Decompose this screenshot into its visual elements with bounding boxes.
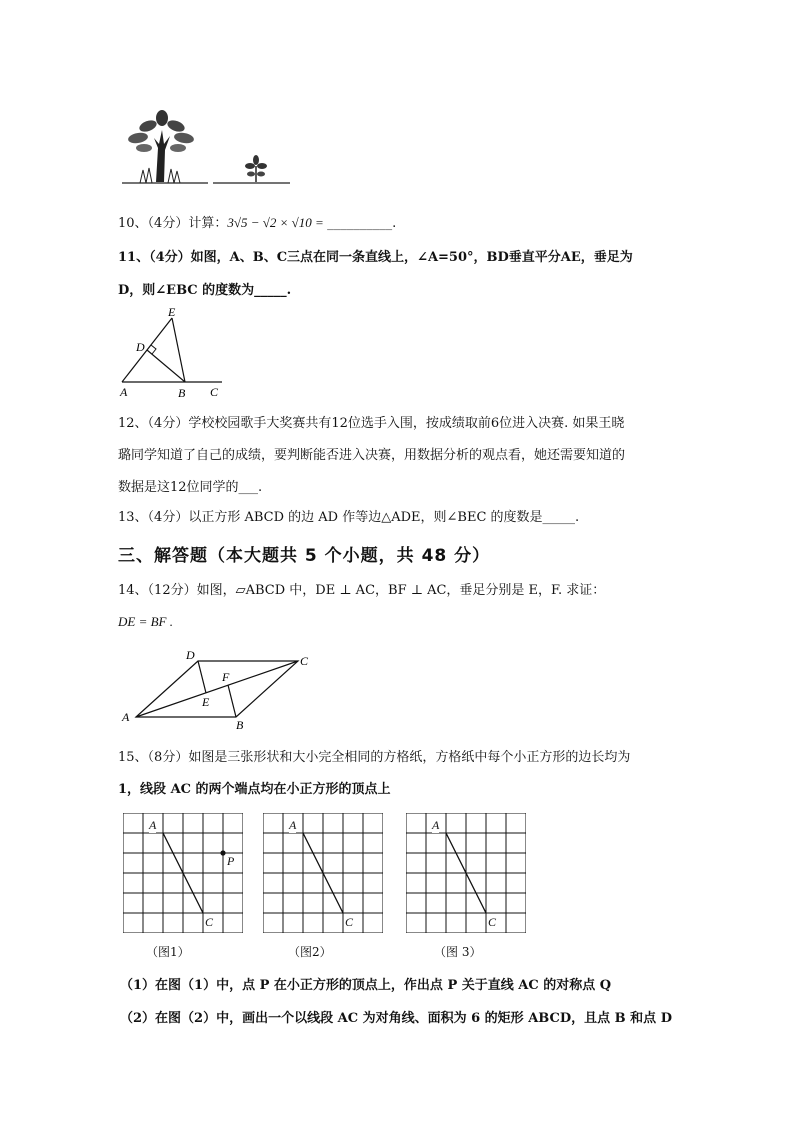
math-expression: 3√5 − √2 × √10 = <box>227 215 328 230</box>
label-c: C <box>210 385 219 399</box>
grid-figure-1 <box>123 813 243 933</box>
grid-paper <box>406 813 526 933</box>
label-d: D <box>136 340 145 354</box>
grid-caption-2: （图2） <box>288 945 332 959</box>
grid-figure-2 <box>263 813 383 933</box>
label-d: D <box>186 648 195 662</box>
question-12-line3: 数据是这12位同学的___. <box>118 480 263 495</box>
label-p: P <box>227 854 235 868</box>
label-a: A <box>432 818 440 832</box>
question-text: 学校校园歌手大奖赛共有12位选手入围，按成绩取前6位进入决赛. 如果王晓 <box>188 416 625 431</box>
question-number: 15、（8分） <box>118 750 189 765</box>
label-a: A <box>289 818 297 832</box>
question-number: 11、（4分） <box>118 250 191 265</box>
question-15-part2: （2）在图（2）中，画出一个以线段 AC 为对角线、面积为 6 的矩形 ABCD，且点 B 和点 D <box>120 1011 672 1026</box>
question-text: 如图，▱ABCD 中，DE ⊥ AC，BF ⊥ AC，垂足分别是 E，F. 求证： <box>196 583 606 598</box>
grid-figure-3 <box>406 813 526 933</box>
question-14-line1 <box>118 582 605 600</box>
question-text: 以正方形 ABCD 的边 AD 作等边△ADE，则∠BEC 的度数是_____. <box>188 510 580 525</box>
grid-paper <box>263 813 383 933</box>
label-c: C <box>488 915 497 929</box>
question-number: 14、（12分） <box>118 583 197 598</box>
question-number: 12、（4分） <box>118 416 189 431</box>
label-c: C <box>205 915 214 929</box>
question-15-part1: （1）在图（1）中，点 P 在小正方形的顶点上，作出点 P 关于直线 AC 的对称点 Q <box>120 978 612 993</box>
question-14-line2: DE = BF . <box>118 614 173 629</box>
question-prefix: 计算： <box>188 216 228 231</box>
label-f: F <box>222 670 230 684</box>
tree-illustration <box>118 108 298 188</box>
question-12-line2: 璐同学知道了自己的成绩，要判断能否进入决赛，用数据分析的观点看，她还需要知道的 <box>118 448 626 463</box>
label-a: A <box>149 818 157 832</box>
q14-parallelogram-figure <box>118 645 318 733</box>
question-12-line1 <box>118 415 624 433</box>
label-e: E <box>168 305 176 319</box>
grid-caption-3: （图 3） <box>434 945 482 959</box>
question-text: 如图是三张形状和大小完全相同的方格纸，方格纸中每个小正方形的边长均为 <box>188 750 631 765</box>
answer-blank: __________ <box>327 216 393 231</box>
question-number: 13、（4分） <box>118 510 189 525</box>
label-e: E <box>202 695 210 709</box>
question-10 <box>118 214 396 233</box>
label-b: B <box>178 386 186 400</box>
label-a: A <box>120 385 128 399</box>
question-11-line2: D，则∠EBC 的度数为_____. <box>118 283 292 298</box>
question-11-line1 <box>118 249 633 267</box>
question-text: 如图，A、B、C三点在同一条直线上，∠A=50°，BD垂直平分AE，垂足为 <box>190 250 633 265</box>
label-c: C <box>300 654 309 668</box>
sentence-end: . <box>392 216 397 231</box>
grid-caption-1: （图1） <box>146 945 190 959</box>
label-a: A <box>122 710 130 724</box>
question-13 <box>118 509 579 527</box>
question-15-line1 <box>118 749 630 767</box>
q11-triangle-figure <box>112 304 232 400</box>
grid-paper <box>123 813 243 933</box>
section-heading: 三、解答题（本大题共 5 个小题，共 48 分） <box>118 546 491 566</box>
question-15-line2: 1，线段 AC 的两个端点均在小正方形的顶点上 <box>118 782 391 797</box>
question-number: 10、（4分） <box>118 216 189 231</box>
label-b: B <box>236 718 244 732</box>
label-c: C <box>345 915 354 929</box>
